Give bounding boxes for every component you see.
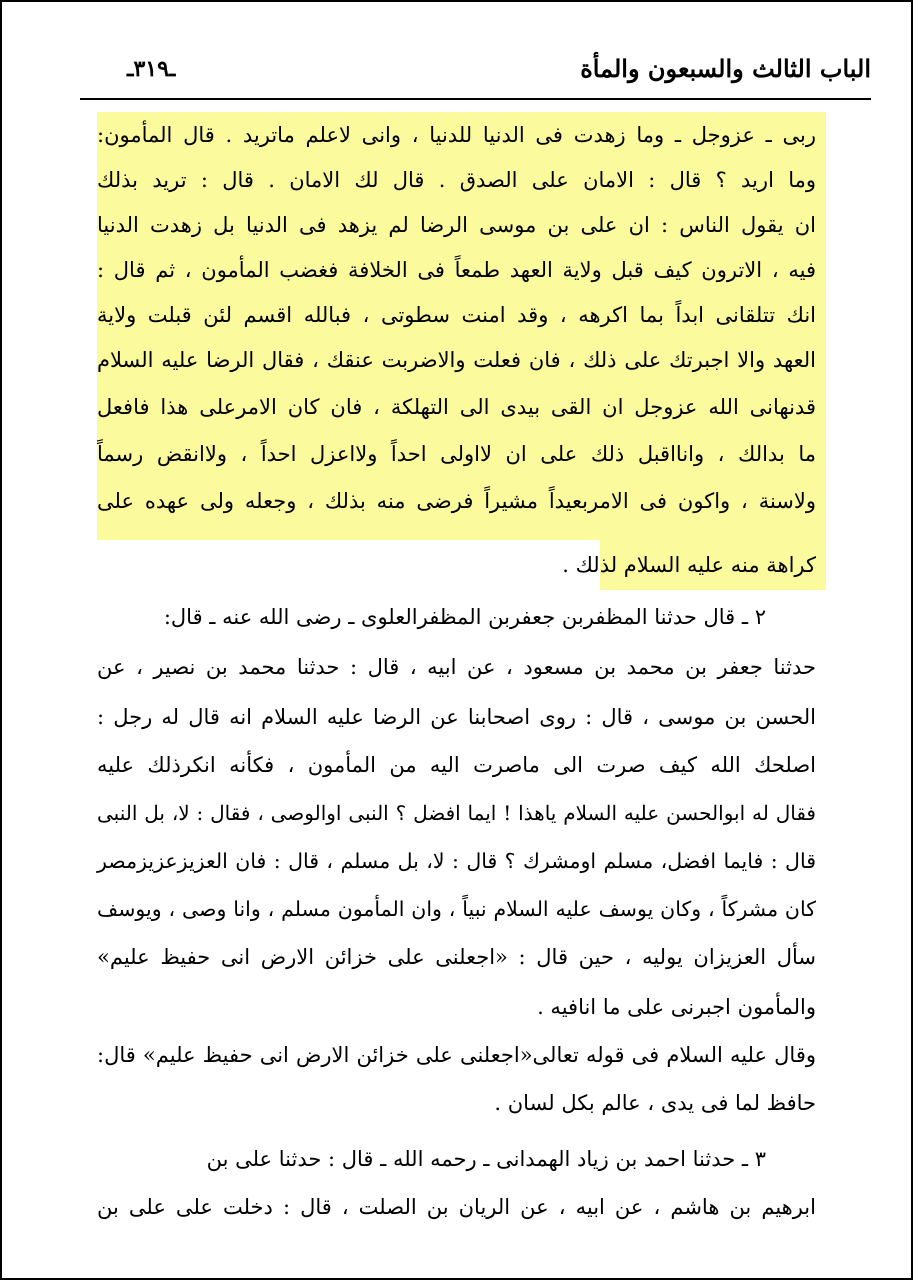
body-line: والمأمون اجبرنى على ما انافيه . [537,995,816,1019]
highlighted-line: فيه ، الاترون كيف قبل ولاية العهد طمعاً فى الخلافة فغضب المأمون ، ثم قال : [97,258,816,282]
body-line: قال : فايما افضل، مسلم اومشرك ؟ قال : لا، بل مسلم ، قال : فان العزيزعزيزمصر [97,849,816,873]
body-line: فقال له ابوالحسن عليه السلام ياهذا ! ايما افضل ؟ النبى اوالوصى ، فقال : لا، بل النبى [97,801,816,825]
body-line: وقال عليه السلام فى قوله تعالى«اجعلنى على خزائن الارض انى حفيظ عليم» قال: [97,1043,816,1067]
body-line: حافظ لما فى يدى ، عالم بكل لسان . [494,1091,816,1115]
highlighted-line: ان يقول الناس : ان على بن موسى الرضا لم يزهد فى الدنيا بل زهدت الدنيا [97,213,816,237]
chapter-title: الباب الثالث والسبعون والمأة [580,54,871,83]
header-divider [80,98,871,100]
highlighted-line: كراهة منه عليه السلام لذلك . [562,553,816,577]
body-line: ٣ ـ حدثنا احمد بن زياد الهمدانى ـ رحمه الله ـ قال : حدثنا على بن [206,1147,766,1171]
highlighted-line: وما اريد ؟ قال : الامان على الصدق . قال لك الامان . قال : تريد بذلك [97,168,816,192]
highlighted-line: ولاسنة ، واكون فى الامربعيداً مشيراً فرضى منه بذلك ، وجعله ولى عهده على [97,489,816,513]
highlighted-line: العهد والا اجبرتك على ذلك ، فان فعلت والاضربت عنقك ، فقال الرضا عليه السلام [97,348,816,372]
highlighted-line: ما بدالك ، وانااقبل ذلك على ان لااولى احداً ولااعزل احداً ، ولاانقض رسماً [97,442,816,466]
highlighted-line: ربى ـ عزوجل ـ وما زهدت فى الدنيا للدنيا ، وانى لاعلم ماتريد . قال المأمون: [97,123,816,147]
body-line: اصلحك الله كيف صرت الى ماصرت اليه من المأمون ، فكأنه انكرذلك عليه [97,753,816,777]
body-line: حدثنا جعفر بن محمد بن مسعود ، عن ابيه ، قال : حدثنا محمد بن نصير ، عن [97,655,816,679]
body-line: سأل العزيزان يوليه ، حين قال : «اجعلنى على خزائن الارض انى حفيظ عليم» [97,945,816,969]
page-header [42,42,871,92]
body-line: كان مشركاً ، وكان يوسف عليه السلام نبياً ، وان المأمون مسلم ، وانا وصى ، ويوسف [97,897,816,921]
body-line: ٢ ـ قال حدثنا المظفربن جعفربن المظفرالعلوى ـ رضى الله عنه ـ قال: [163,605,766,629]
body-line: الحسن بن موسى ، قال : روى اصحابنا عن الرضا عليه السلام انه قال له رجل : [97,705,816,729]
highlighted-line: انك تتلقانى ابداً بما اكرهه ، وقد امنت سطوتى ، فبالله اقسم لئن قبلت ولاية [97,303,816,327]
body-line: ابرهيم بن هاشم ، عن ابيه ، عن الريان بن الصلت ، قال : دخلت على على بن [97,1195,816,1219]
highlighted-line: قدنهانى الله عزوجل ان القى بيدى الى التهلكة ، فان كان الامرعلى هذا فافعل [97,395,816,419]
page-number: ـ٣١٩ـ [127,56,176,82]
